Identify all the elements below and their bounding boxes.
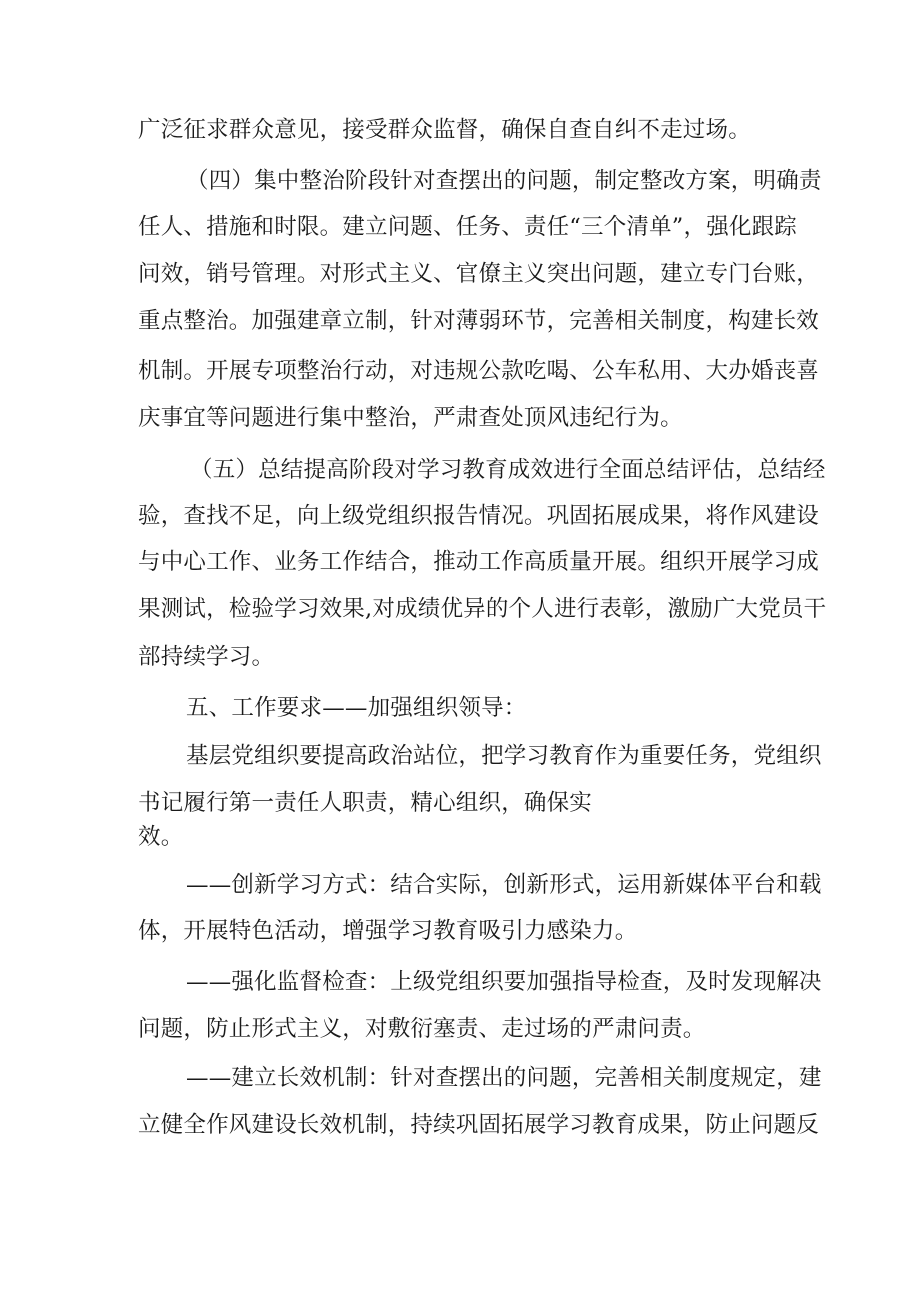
text-line: （四）集中整治阶段针对查摆出的问题，制定整改方案，明确责 [186, 168, 822, 194]
text-line: 任人、措施和时限。建立问题、任务、责任“三个清单”，强化跟踪 [138, 214, 798, 240]
text-line: 与中心工作、业务工作结合，推动工作高质量开展。组织开展学习成 [138, 549, 820, 575]
text-line: 立健全作风建设长效机制，持续巩固拓展学习教育成果，防止问题反 [138, 1112, 820, 1138]
text-line: 效。 [138, 824, 184, 850]
text-line: 问题，防止形式主义，对敷衍塞责、走过场的严肃问责。 [138, 1016, 706, 1042]
text-line: 问效，销号管理。对形式主义、官僚主义突出问题，建立专门台账， [138, 261, 820, 287]
text-line: ——创新学习方式：结合实际，创新形式，运用新媒体平台和载 [186, 872, 822, 898]
text-line: 体，开展特色活动，增强学习教育吸引力感染力。 [138, 918, 638, 944]
text-line: （五）总结提高阶段对学习教育成效进行全面总结评估，总结经 [190, 457, 826, 483]
text-line: 基层党组织要提高政治站位，把学习教育作为重要任务，党组织 [186, 743, 822, 769]
text-line: ——建立长效机制：针对查摆出的问题，完善相关制度规定，建 [186, 1065, 822, 1091]
text-line: 庆事宜等问题进行集中整治，严肃查处顶风违纪行为。 [138, 405, 683, 431]
text-line: 机制。开展专项整治行动，对违规公款吃喝、公车私用、大办婚丧喜 [138, 358, 820, 384]
text-line: 果测试，检验学习效果,对成绩优异的个人进行表彰，激励广大党员干 [138, 596, 827, 622]
text-line: ——强化监督检查：上级党组织要加强指导检查，及时发现解决 [186, 969, 822, 995]
text-line: 书记履行第一责任人职责，精心组织，确保实 [138, 790, 593, 816]
section-heading: 五、工作要求——加强组织领导： [186, 695, 527, 721]
text-line: 验，查找不足，向上级党组织报告情况。巩固拓展成果，将作风建设 [138, 503, 820, 529]
text-line: 重点整治。加强建章立制，针对薄弱环节，完善相关制度，构建长效 [138, 308, 820, 334]
text-line: 广泛征求群众意见，接受群众监督，确保自查自纠不走过场。 [138, 117, 751, 143]
text-line: 部持续学习。 [138, 644, 275, 670]
